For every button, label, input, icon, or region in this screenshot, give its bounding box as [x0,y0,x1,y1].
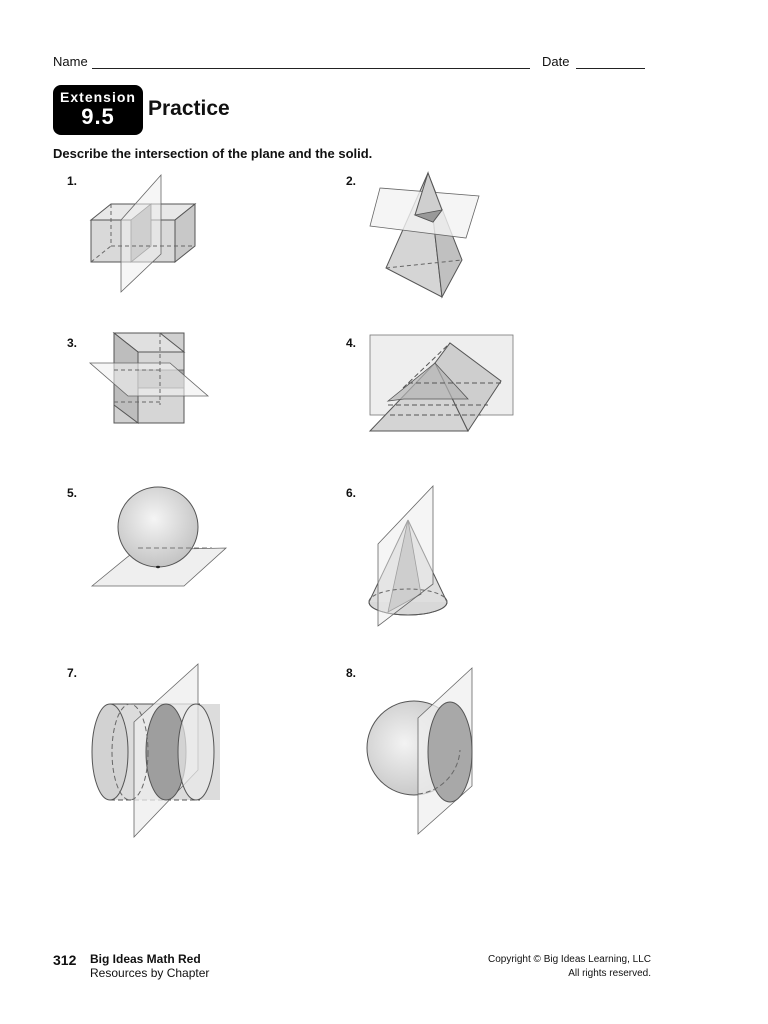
exercise-number-8: 8. [346,666,357,680]
badge-number: 9.5 [81,104,115,129]
cylinder-plane-figure [90,662,220,840]
exercise-number-6: 6. [346,486,357,500]
book-subtitle: Resources by Chapter [90,966,210,980]
date-label: Date [542,54,570,69]
exercise-number-5: 5. [67,486,78,500]
cone-plane-figure [366,484,456,629]
rights-text: All rights reserved. [568,968,651,979]
copyright-text: Copyright © Big Ideas Learning, LLC [487,954,651,965]
pyramid-plane-figure [368,170,483,300]
exercise-number-2: 2. [346,174,357,188]
triangular-prism-plane-figure [368,333,518,435]
exercise-number-1: 1. [67,174,78,188]
sphere-vertical-plane-figure [366,666,478,836]
book-title: Big Ideas Math Red [90,952,201,966]
exercise-number-7: 7. [67,666,78,680]
rectangular-prism-plane-figure [85,172,205,297]
badge-label: Extension [60,89,136,105]
exercise-number-4: 4. [346,336,357,350]
cube-plane-figure [88,330,213,428]
name-label: Name [53,54,88,69]
page-number: 312 [53,952,77,968]
name-field[interactable] [92,68,530,69]
sphere-plane-figure [88,480,230,592]
extension-badge [53,85,143,135]
page-title: Practice [148,97,230,120]
date-field[interactable] [576,68,645,69]
exercise-number-3: 3. [67,336,78,350]
instructions: Describe the intersection of the plane and the solid. [53,146,373,161]
